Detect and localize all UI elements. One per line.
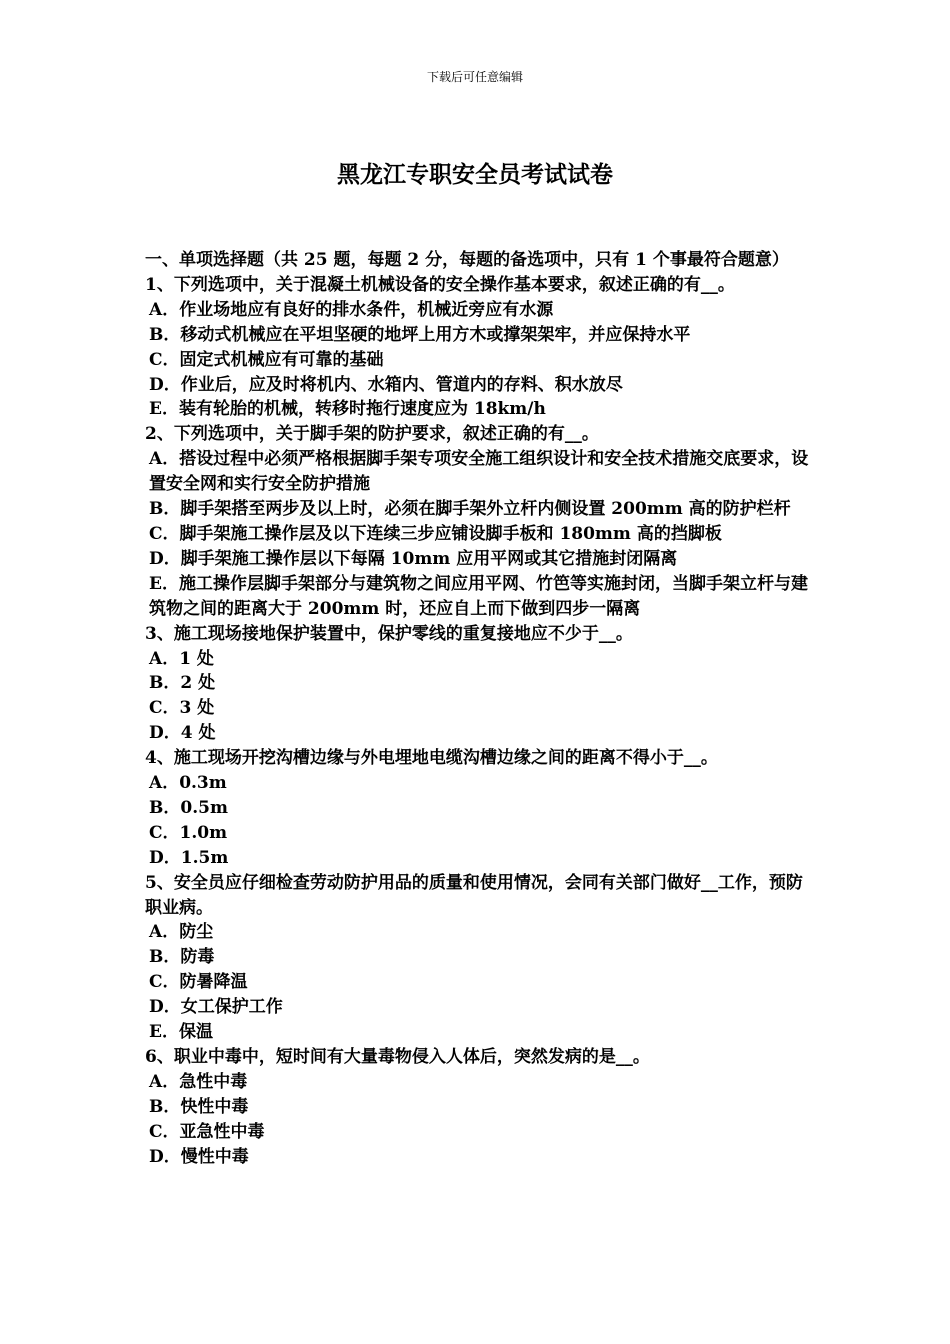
option-c: C．3 处 — [149, 698, 215, 719]
question-stem: 4、施工现场开挖沟槽边缘与外电埋地电缆沟槽边缘之间的距离不得小于__。 — [145, 748, 718, 769]
option-a: A．防尘 — [149, 922, 214, 943]
section-heading: 一、单项选择题（共 25 题，每题 2 分，每题的备选项中，只有 1 个事最符合题意） — [145, 250, 789, 270]
option-d: D．1.5m — [149, 847, 229, 868]
option-a: A．急性中毒 — [149, 1071, 248, 1092]
option-c: C．固定式机械应有可靠的基础 — [149, 349, 384, 370]
option-d: D．作业后，应及时将机内、水箱内、管道内的存料、积水放尽 — [149, 374, 623, 395]
option-a: A．作业场地应有良好的排水条件，机械近旁应有水源 — [149, 299, 554, 320]
option-d: D．脚手架施工操作层以下每隔 10mm 应用平网或其它措施封闭隔离 — [149, 548, 678, 569]
question-stem: 5、安全员应仔细检查劳动防护用品的质量和使用情况，会同有关部门做好__工作，预防职业病。 — [145, 872, 803, 918]
option-d: D．女工保护工作 — [149, 997, 283, 1018]
option-b: B．移动式机械应在平坦坚硬的地坪上用方木或撑架架牢，并应保持水平 — [149, 324, 691, 345]
question-5 — [145, 871, 810, 1045]
option-c: C．1.0m — [149, 822, 228, 843]
option-e: E．施工操作层脚手架部分与建筑物之间应用平网、竹笆等实施封闭，当脚手架立杆与建筑物之间的距离大于 200mm 时，还应自上而下做到四步一隔离 — [149, 573, 808, 619]
question-stem: 2、下列选项中，关于脚手架的防护要求，叙述正确的有__。 — [145, 424, 599, 445]
question-2 — [145, 422, 810, 621]
option-c: C．防暑降温 — [149, 972, 248, 993]
option-a: A．搭设过程中必须严格根据脚手架专项安全施工组织设计和安全技术措施交底要求，设置安全网和实行安全防护措施 — [149, 449, 809, 495]
option-d: D．慢性中毒 — [149, 1146, 249, 1167]
option-b: B．0.5m — [149, 797, 228, 818]
question-stem: 6、职业中毒中，短时间有大量毒物侵入人体后，突然发病的是__。 — [145, 1047, 650, 1067]
option-c: C．脚手架施工操作层及以下连续三步应铺设脚手板和 180mm 高的挡脚板 — [149, 523, 722, 544]
option-b: B．脚手架搭至两步及以上时，必须在脚手架外立杆内侧设置 200mm 高的防护栏杆 — [149, 499, 791, 520]
question-4 — [145, 746, 810, 871]
question-stem: 3、施工现场接地保护装置中，保护零线的重复接地应不少于__。 — [145, 623, 633, 644]
document-title: 黑龙江专职安全员考试试卷 — [337, 161, 613, 188]
option-a: A．0.3m — [149, 773, 227, 794]
question-1 — [145, 273, 810, 422]
page-header: 下载后可任意编辑 — [426, 70, 523, 84]
option-a: A．1 处 — [149, 648, 214, 669]
option-d: D．4 处 — [149, 723, 216, 744]
exam-content — [145, 248, 810, 1170]
question-6 — [145, 1045, 810, 1170]
option-b: B．快性中毒 — [149, 1096, 249, 1117]
option-c: C．亚急性中毒 — [149, 1121, 265, 1142]
option-b: B．2 处 — [149, 673, 216, 694]
option-b: B．防毒 — [149, 947, 215, 968]
question-stem: 1、下列选项中，关于混凝土机械设备的安全操作基本要求，叙述正确的有__。 — [145, 274, 735, 295]
option-e: E．装有轮胎的机械，转移时拖行速度应为 18km/h — [149, 399, 546, 420]
question-3 — [145, 622, 810, 747]
option-e: E．保温 — [149, 1022, 213, 1043]
